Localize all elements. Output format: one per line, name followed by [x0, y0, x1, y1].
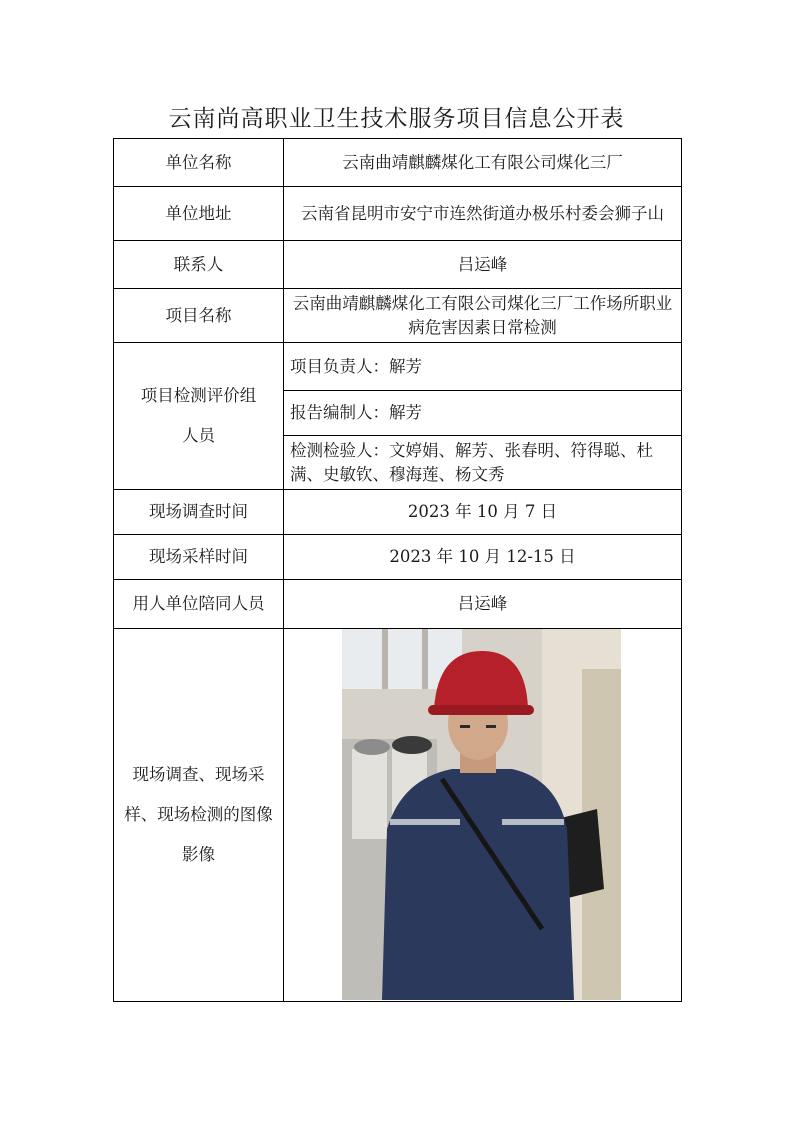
- unit-name-value: 云南曲靖麒麟煤化工有限公司煤化三厂: [284, 139, 682, 187]
- sampling-time-label: 现场采样时间: [114, 535, 284, 580]
- photo-cell: [284, 629, 682, 1002]
- survey-time-label: 现场调查时间: [114, 490, 284, 535]
- sampling-time-value: 2023 年 10 月 12-15 日: [284, 535, 682, 580]
- team-testers: 检测检验人：文婷娟、解芳、张春明、符得聪、杜满、史敏钦、穆海莲、杨文秀: [284, 436, 682, 490]
- contact-label: 联系人: [114, 241, 284, 289]
- escort-label: 用人单位陪同人员: [114, 580, 284, 629]
- team-label-text: 项目检测评价组人员: [140, 386, 257, 445]
- team-leader: 项目负责人：解芳: [284, 343, 682, 391]
- row-contact: [114, 241, 682, 289]
- photo-label-text: 现场调查、现场采样、现场检测的图像影像: [124, 765, 273, 864]
- row-survey-time: [114, 490, 682, 535]
- escort-value: 吕运峰: [284, 580, 682, 629]
- photo-label: [114, 629, 284, 1002]
- row-project-name: [114, 289, 682, 343]
- row-unit-name: [114, 139, 682, 187]
- info-table: [113, 138, 682, 1002]
- site-photo-illustration: [342, 629, 621, 1000]
- project-name-label: 项目名称: [114, 289, 284, 343]
- unit-address-label: 单位地址: [114, 187, 284, 241]
- unit-name-label: 单位名称: [114, 139, 284, 187]
- contact-value: 吕运峰: [284, 241, 682, 289]
- row-sampling-time: [114, 535, 682, 580]
- team-report-writer: 报告编制人：解芳: [284, 391, 682, 436]
- team-label: [114, 343, 284, 490]
- site-photo: [342, 629, 621, 1000]
- row-photo: [114, 629, 682, 1002]
- page-title: 云南尚高职业卫生技术服务项目信息公开表: [168, 106, 625, 132]
- row-unit-address: [114, 187, 682, 241]
- survey-time-value: 2023 年 10 月 7 日: [284, 490, 682, 535]
- row-team-leader: [114, 343, 682, 391]
- project-name-value: 云南曲靖麒麟煤化工有限公司煤化三厂工作场所职业病危害因素日常检测: [284, 289, 682, 343]
- row-escort: [114, 580, 682, 629]
- unit-address-value: 云南省昆明市安宁市连然街道办极乐村委会狮子山: [284, 187, 682, 241]
